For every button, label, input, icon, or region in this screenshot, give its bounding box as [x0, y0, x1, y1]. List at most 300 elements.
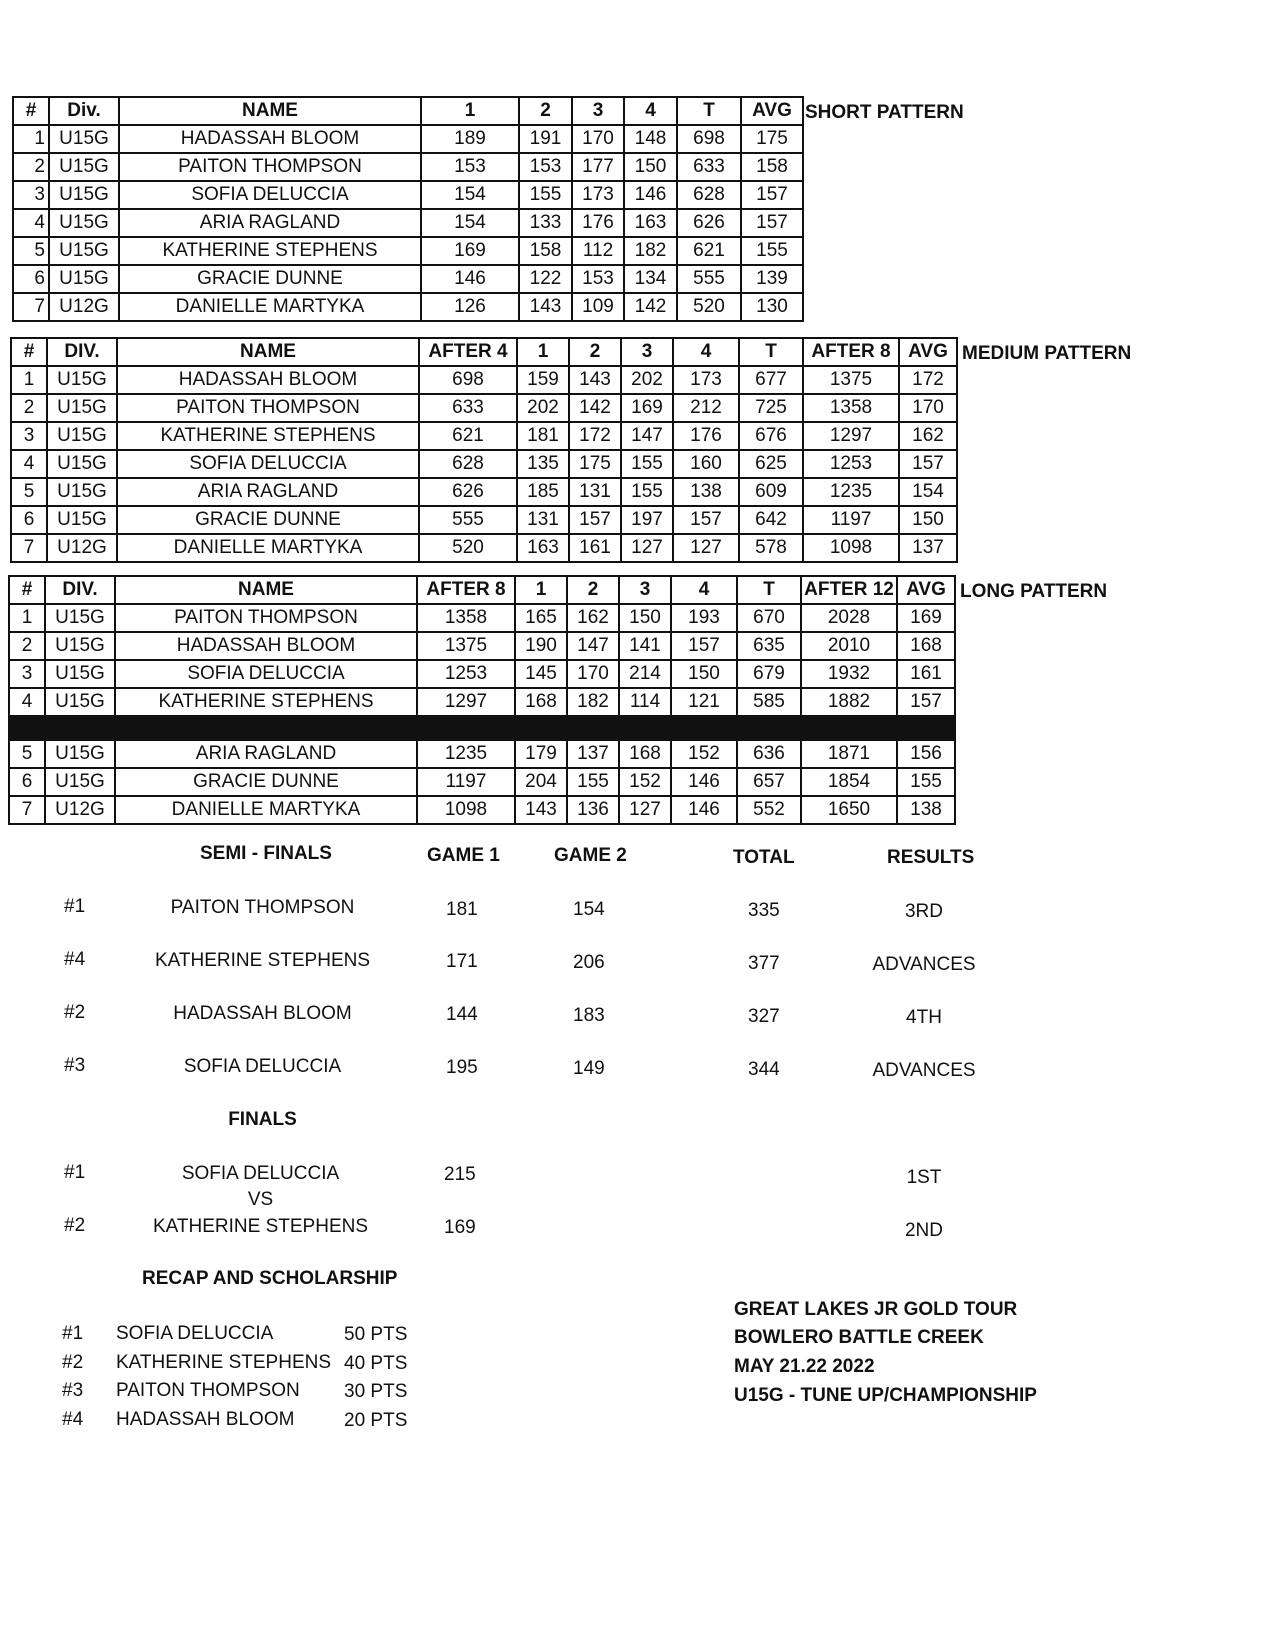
score-cell: 1098: [803, 534, 899, 562]
score-cell: 670: [737, 604, 801, 632]
rank-cell: 6: [11, 506, 47, 534]
rank-cell: 4: [11, 450, 47, 478]
cut-line-bar: [9, 716, 955, 740]
table-row: [11, 366, 957, 394]
division-cell: U15G: [45, 632, 115, 660]
long-body-bottom: [9, 740, 955, 824]
medium-pattern-table: [10, 337, 958, 563]
name-cell: ARIA RAGLAND: [115, 740, 417, 768]
total-header: TOTAL: [733, 847, 795, 868]
score-cell: 152: [619, 768, 671, 796]
medium-header-cell: T: [739, 338, 803, 366]
semi1-a-g2: 154: [573, 899, 605, 920]
score-cell: 146: [671, 796, 737, 824]
name-cell: DANIELLE MARTYKA: [115, 796, 417, 824]
score-cell: 170: [567, 660, 619, 688]
score-cell: 1871: [801, 740, 897, 768]
score-cell: 153: [519, 153, 572, 181]
recap-4-seed: #4: [62, 1409, 84, 1430]
recap-2-seed: #2: [62, 1352, 84, 1373]
score-cell: 155: [897, 768, 955, 796]
name-cell: HADASSAH BLOOM: [119, 125, 421, 153]
name-cell: DANIELLE MARTYKA: [117, 534, 419, 562]
name-cell: ARIA RAGLAND: [119, 209, 421, 237]
score-cell: 202: [517, 394, 569, 422]
semi2-a-total: 327: [748, 1006, 780, 1027]
long-header-cell: 3: [619, 576, 671, 604]
score-cell: 1297: [803, 422, 899, 450]
score-cell: 520: [419, 534, 517, 562]
rank-cell: 3: [11, 422, 47, 450]
short-header-cell: Div.: [49, 97, 119, 125]
score-cell: 193: [671, 604, 737, 632]
division-cell: U15G: [45, 740, 115, 768]
semi2-b-g2: 149: [573, 1058, 605, 1079]
event-date: MAY 21.22 2022: [734, 1356, 875, 1377]
score-cell: 127: [619, 796, 671, 824]
score-cell: 109: [572, 293, 624, 321]
score-cell: 176: [673, 422, 739, 450]
semi2-b-total: 344: [748, 1059, 780, 1080]
semi1-b-seed: #4: [64, 949, 86, 970]
long-header-cell: NAME: [115, 576, 417, 604]
rank-cell: 4: [9, 688, 45, 716]
event-venue: BOWLERO BATTLE CREEK: [734, 1327, 984, 1348]
short-header-cell: T: [677, 97, 741, 125]
score-cell: 555: [677, 265, 741, 293]
semi1-b-name: KATHERINE STEPHENS: [154, 950, 371, 971]
score-cell: 157: [741, 209, 803, 237]
score-cell: 162: [567, 604, 619, 632]
event-title: U15G - TUNE UP/CHAMPIONSHIP: [734, 1385, 1037, 1406]
rank-cell: 1: [9, 604, 45, 632]
name-cell: ARIA RAGLAND: [117, 478, 419, 506]
score-cell: 181: [517, 422, 569, 450]
score-cell: 112: [572, 237, 624, 265]
score-cell: 191: [519, 125, 572, 153]
table-row: [13, 293, 803, 321]
division-cell: U15G: [47, 394, 117, 422]
score-cell: 1375: [417, 632, 515, 660]
score-cell: 1235: [417, 740, 515, 768]
score-cell: 1197: [417, 768, 515, 796]
semi2-b-g1: 195: [446, 1057, 478, 1078]
long-header-cell: AVG: [897, 576, 955, 604]
game1-header: GAME 1: [427, 845, 500, 866]
event-tour: GREAT LAKES JR GOLD TOUR: [734, 1299, 1018, 1320]
score-cell: 212: [673, 394, 739, 422]
rank-cell: 5: [9, 740, 45, 768]
score-cell: 621: [419, 422, 517, 450]
score-cell: 175: [741, 125, 803, 153]
score-cell: 138: [897, 796, 955, 824]
score-cell: 172: [899, 366, 957, 394]
division-cell: U15G: [45, 604, 115, 632]
score-cell: 143: [515, 796, 567, 824]
score-cell: 121: [671, 688, 737, 716]
score-cell: 182: [567, 688, 619, 716]
name-cell: KATHERINE STEPHENS: [119, 237, 421, 265]
table-row: [11, 422, 957, 450]
medium-header-cell: NAME: [117, 338, 419, 366]
score-cell: 1197: [803, 506, 899, 534]
score-cell: 698: [419, 366, 517, 394]
medium-pattern-label: MEDIUM PATTERN: [962, 343, 1132, 364]
score-cell: 147: [567, 632, 619, 660]
medium-header-cell: AFTER 4: [419, 338, 517, 366]
semi1-a-g1: 181: [446, 899, 478, 920]
long-header-cell: #: [9, 576, 45, 604]
semi1-a-total: 335: [748, 900, 780, 921]
score-cell: 189: [421, 125, 519, 153]
score-cell: 141: [619, 632, 671, 660]
score-cell: 170: [899, 394, 957, 422]
score-cell: 139: [741, 265, 803, 293]
score-cell: 157: [569, 506, 621, 534]
final-a-seed: #1: [64, 1162, 86, 1183]
short-header-cell: NAME: [119, 97, 421, 125]
results-header: RESULTS: [887, 847, 975, 868]
division-cell: U15G: [47, 422, 117, 450]
score-cell: 135: [517, 450, 569, 478]
name-cell: SOFIA DELUCCIA: [117, 450, 419, 478]
score-cell: 1253: [803, 450, 899, 478]
score-cell: 185: [517, 478, 569, 506]
short-pattern-label: SHORT PATTERN: [805, 102, 964, 123]
medium-body: [11, 366, 957, 562]
score-cell: 137: [567, 740, 619, 768]
rank-cell: 4: [13, 209, 49, 237]
semi-finals-title: SEMI - FINALS: [200, 843, 332, 864]
long-pattern-section: [8, 575, 1108, 825]
semi1-b-result: ADVANCES: [872, 954, 976, 975]
semi2-a-g2: 183: [573, 1005, 605, 1026]
final-a-g1: 215: [444, 1164, 476, 1185]
long-cut-line: [9, 716, 955, 740]
semi1-a-seed: #1: [64, 896, 86, 917]
final-b-name: KATHERINE STEPHENS: [152, 1216, 369, 1237]
semi2-b-name: SOFIA DELUCCIA: [183, 1056, 342, 1077]
score-cell: 175: [569, 450, 621, 478]
score-cell: 153: [572, 265, 624, 293]
score-cell: 172: [569, 422, 621, 450]
score-cell: 633: [419, 394, 517, 422]
score-cell: 143: [569, 366, 621, 394]
score-cell: 126: [421, 293, 519, 321]
name-cell: KATHERINE STEPHENS: [117, 422, 419, 450]
score-cell: 114: [619, 688, 671, 716]
score-cell: 642: [739, 506, 803, 534]
table-row: [9, 660, 955, 688]
score-cell: 676: [739, 422, 803, 450]
score-cell: 161: [897, 660, 955, 688]
semi1-b-g2: 206: [573, 952, 605, 973]
semi2-a-seed: #2: [64, 1002, 86, 1023]
semi2-a-result: 4TH: [906, 1007, 942, 1028]
score-cell: 176: [572, 209, 624, 237]
score-cell: 150: [619, 604, 671, 632]
score-cell: 170: [572, 125, 624, 153]
score-cell: 677: [739, 366, 803, 394]
table-row: [13, 181, 803, 209]
score-cell: 1854: [801, 768, 897, 796]
long-header-cell: DIV.: [45, 576, 115, 604]
division-cell: U15G: [49, 237, 119, 265]
score-cell: 127: [673, 534, 739, 562]
score-cell: 157: [899, 450, 957, 478]
semi2-b-result: ADVANCES: [872, 1060, 976, 1081]
final-b-g1: 169: [444, 1217, 476, 1238]
name-cell: SOFIA DELUCCIA: [119, 181, 421, 209]
score-cell: 154: [421, 181, 519, 209]
semi1-b-total: 377: [748, 953, 780, 974]
long-header-cell: T: [737, 576, 801, 604]
semi1-a-result: 3RD: [904, 901, 943, 922]
recap-3-seed: #3: [62, 1380, 84, 1401]
score-cell: 142: [624, 293, 677, 321]
score-cell: 158: [741, 153, 803, 181]
score-cell: 154: [899, 478, 957, 506]
division-cell: U15G: [49, 181, 119, 209]
score-cell: 155: [519, 181, 572, 209]
table-row: [11, 450, 957, 478]
score-cell: 163: [517, 534, 569, 562]
score-cell: 2010: [801, 632, 897, 660]
table-row: [11, 506, 957, 534]
long-header-cell: 2: [567, 576, 619, 604]
score-cell: 150: [624, 153, 677, 181]
table-row: [13, 209, 803, 237]
medium-header-cell: DIV.: [47, 338, 117, 366]
semi2-a-name: HADASSAH BLOOM: [173, 1003, 352, 1024]
score-cell: 1932: [801, 660, 897, 688]
final-vs: VS: [247, 1189, 274, 1210]
score-cell: 1882: [801, 688, 897, 716]
score-cell: 146: [671, 768, 737, 796]
final-a-result: 1ST: [906, 1167, 942, 1188]
division-cell: U15G: [47, 366, 117, 394]
recap-1-pts: 50 PTS: [344, 1324, 408, 1345]
division-cell: U15G: [45, 688, 115, 716]
score-cell: 625: [739, 450, 803, 478]
score-cell: 169: [421, 237, 519, 265]
table-row: [9, 688, 955, 716]
table-row: [9, 768, 955, 796]
division-cell: U15G: [47, 450, 117, 478]
score-cell: 154: [421, 209, 519, 237]
short-header-cell: 1: [421, 97, 519, 125]
rank-cell: 5: [13, 237, 49, 265]
score-cell: 173: [673, 366, 739, 394]
score-cell: 157: [741, 181, 803, 209]
table-row: [9, 796, 955, 824]
short-header-row: [13, 97, 803, 125]
score-cell: 131: [517, 506, 569, 534]
rank-cell: 5: [11, 478, 47, 506]
score-cell: 578: [739, 534, 803, 562]
rank-cell: 7: [11, 534, 47, 562]
score-cell: 204: [515, 768, 567, 796]
score-cell: 157: [897, 688, 955, 716]
recap-3-name: PAITON THOMPSON: [116, 1380, 300, 1401]
long-body-top: [9, 604, 955, 716]
score-cell: 150: [671, 660, 737, 688]
name-cell: GRACIE DUNNE: [119, 265, 421, 293]
recap-4-name: HADASSAH BLOOM: [116, 1409, 295, 1430]
table-row: [13, 265, 803, 293]
score-cell: 142: [569, 394, 621, 422]
name-cell: HADASSAH BLOOM: [115, 632, 417, 660]
score-cell: 161: [569, 534, 621, 562]
medium-pattern-section: [10, 337, 1132, 563]
score-cell: 157: [673, 506, 739, 534]
name-cell: KATHERINE STEPHENS: [115, 688, 417, 716]
division-cell: U15G: [49, 265, 119, 293]
medium-header-cell: 3: [621, 338, 673, 366]
recap-1-name: SOFIA DELUCCIA: [116, 1323, 274, 1344]
score-cell: 148: [624, 125, 677, 153]
score-cell: 628: [419, 450, 517, 478]
score-cell: 138: [673, 478, 739, 506]
score-cell: 145: [515, 660, 567, 688]
score-cell: 725: [739, 394, 803, 422]
rank-cell: 1: [13, 125, 49, 153]
score-cell: 165: [515, 604, 567, 632]
score-cell: 162: [899, 422, 957, 450]
score-cell: 133: [519, 209, 572, 237]
rank-cell: 2: [11, 394, 47, 422]
score-cell: 552: [737, 796, 801, 824]
score-cell: 131: [569, 478, 621, 506]
rank-cell: 1: [11, 366, 47, 394]
recap-4-pts: 20 PTS: [344, 1410, 408, 1431]
score-cell: 698: [677, 125, 741, 153]
table-row: [11, 534, 957, 562]
division-cell: U15G: [47, 506, 117, 534]
score-cell: 160: [673, 450, 739, 478]
short-header-cell: 3: [572, 97, 624, 125]
score-cell: 168: [897, 632, 955, 660]
name-cell: PAITON THOMPSON: [117, 394, 419, 422]
score-cell: 155: [567, 768, 619, 796]
name-cell: SOFIA DELUCCIA: [115, 660, 417, 688]
score-cell: 179: [515, 740, 567, 768]
score-cell: 609: [739, 478, 803, 506]
table-row: [9, 632, 955, 660]
score-cell: 169: [621, 394, 673, 422]
score-cell: 146: [421, 265, 519, 293]
recap-2-name: KATHERINE STEPHENS: [116, 1352, 332, 1373]
short-header-cell: AVG: [741, 97, 803, 125]
score-cell: 635: [737, 632, 801, 660]
name-cell: GRACIE DUNNE: [117, 506, 419, 534]
cut-line-row: [9, 716, 955, 740]
table-row: [11, 478, 957, 506]
division-cell: U12G: [47, 534, 117, 562]
score-cell: 202: [621, 366, 673, 394]
score-cell: 137: [899, 534, 957, 562]
score-cell: 150: [899, 506, 957, 534]
table-row: [11, 394, 957, 422]
long-header-cell: AFTER 8: [417, 576, 515, 604]
long-header-cell: 1: [515, 576, 567, 604]
division-cell: U15G: [45, 660, 115, 688]
score-cell: 136: [567, 796, 619, 824]
score-cell: 146: [624, 181, 677, 209]
long-pattern-table: [8, 575, 956, 825]
score-cell: 134: [624, 265, 677, 293]
short-header-cell: #: [13, 97, 49, 125]
name-cell: GRACIE DUNNE: [115, 768, 417, 796]
score-cell: 1375: [803, 366, 899, 394]
semi2-b-seed: #3: [64, 1055, 86, 1076]
score-cell: 214: [619, 660, 671, 688]
score-cell: 156: [897, 740, 955, 768]
score-cell: 636: [737, 740, 801, 768]
rank-cell: 7: [9, 796, 45, 824]
recap-2-pts: 40 PTS: [344, 1353, 408, 1374]
short-pattern-section: [12, 96, 964, 322]
score-cell: 153: [421, 153, 519, 181]
score-cell: 1650: [801, 796, 897, 824]
final-a-name: SOFIA DELUCCIA: [181, 1163, 340, 1184]
score-cell: 1297: [417, 688, 515, 716]
table-row: [13, 153, 803, 181]
final-b-result: 2ND: [904, 1220, 943, 1241]
name-cell: HADASSAH BLOOM: [117, 366, 419, 394]
semi2-a-g1: 144: [446, 1004, 478, 1025]
score-cell: 1098: [417, 796, 515, 824]
score-cell: 163: [624, 209, 677, 237]
short-header-cell: 2: [519, 97, 572, 125]
medium-header-row: [11, 338, 957, 366]
score-cell: 173: [572, 181, 624, 209]
score-cell: 626: [419, 478, 517, 506]
score-cell: 555: [419, 506, 517, 534]
division-cell: U12G: [49, 293, 119, 321]
score-cell: 197: [621, 506, 673, 534]
score-cell: 1253: [417, 660, 515, 688]
score-cell: 1358: [417, 604, 515, 632]
long-header-row: [9, 576, 955, 604]
score-cell: 657: [737, 768, 801, 796]
recap-3-pts: 30 PTS: [344, 1381, 408, 1402]
rank-cell: 6: [13, 265, 49, 293]
score-cell: 633: [677, 153, 741, 181]
score-cell: 143: [519, 293, 572, 321]
finals-title: FINALS: [228, 1109, 297, 1130]
rank-cell: 7: [13, 293, 49, 321]
short-body: [13, 125, 803, 321]
final-b-seed: #2: [64, 1215, 86, 1236]
score-cell: 190: [515, 632, 567, 660]
medium-header-cell: AFTER 8: [803, 338, 899, 366]
short-header-cell: 4: [624, 97, 677, 125]
table-row: [13, 125, 803, 153]
score-cell: 158: [519, 237, 572, 265]
score-cell: 679: [737, 660, 801, 688]
rank-cell: 3: [9, 660, 45, 688]
long-pattern-label: LONG PATTERN: [960, 581, 1108, 602]
medium-header-cell: 2: [569, 338, 621, 366]
medium-header-cell: 1: [517, 338, 569, 366]
medium-header-cell: AVG: [899, 338, 957, 366]
division-cell: U15G: [45, 768, 115, 796]
rank-cell: 3: [13, 181, 49, 209]
division-cell: U15G: [47, 478, 117, 506]
semi1-a-name: PAITON THOMPSON: [170, 897, 355, 918]
rank-cell: 2: [13, 153, 49, 181]
